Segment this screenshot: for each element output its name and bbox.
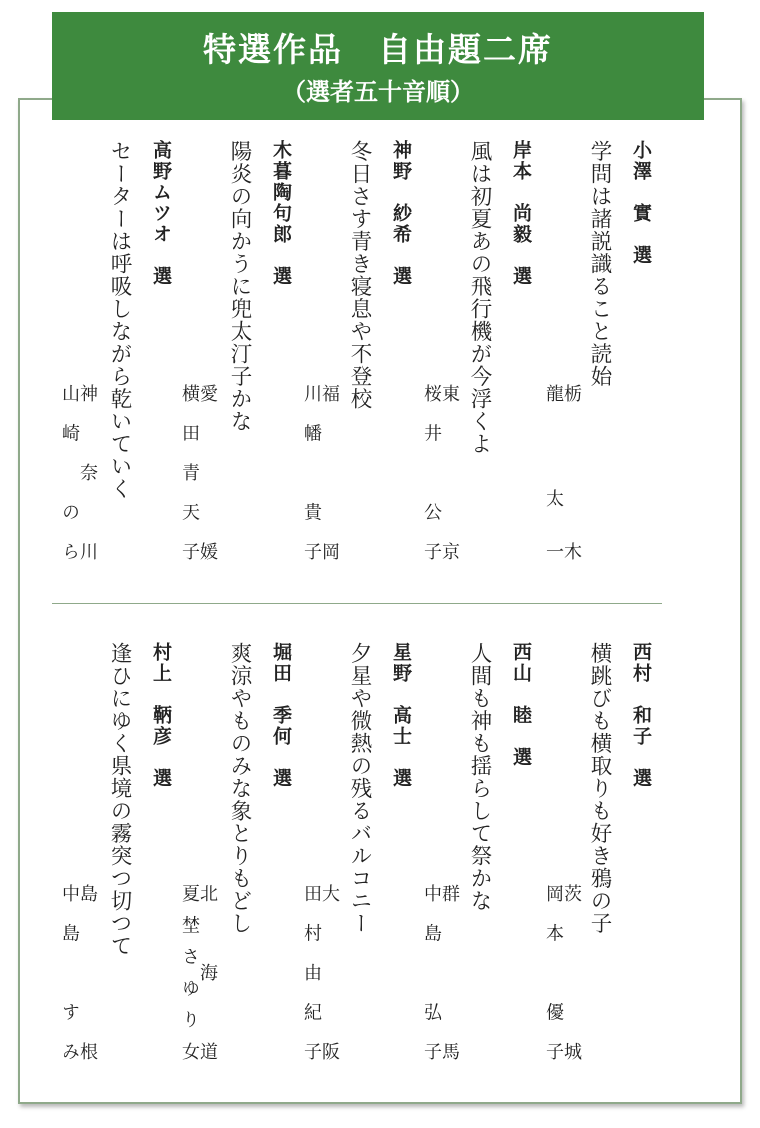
haiku-4: 陽炎の向かうに兜太汀子かな [227, 140, 252, 433]
author-name-6: 岡本 優子 [543, 884, 564, 1060]
author-place-9: 北海道 [197, 884, 218, 1060]
author-place-8: 大 阪 [319, 884, 340, 1060]
author-name-9: 夏埜さゆり女 [179, 884, 200, 1060]
author-10 [60, 884, 96, 1060]
author-8 [302, 884, 338, 1060]
selector-3: 神野 紗希 選 [390, 140, 412, 287]
author-place-3: 福 岡 [319, 384, 340, 560]
haiku-6: 横跳びも横取りも好き鴉の子 [587, 642, 612, 935]
author-place-10: 島 根 [77, 884, 98, 1060]
author-place-7: 群 馬 [439, 884, 460, 1060]
author-name-3: 川幡 貴子 [301, 384, 322, 560]
author-1 [544, 384, 580, 560]
author-place-1: 栃 木 [561, 384, 582, 560]
author-9 [180, 884, 216, 1060]
author-name-2: 桜井 公子 [421, 384, 442, 560]
selector-9: 堀田 季何 選 [270, 642, 292, 789]
haiku-3: 冬日さす青き寝息や不登校 [347, 140, 372, 410]
selector-7: 西山 睦 選 [510, 642, 532, 768]
author-place-6: 茨 城 [561, 884, 582, 1060]
selector-1: 小澤 實 選 [630, 140, 652, 266]
author-6 [544, 884, 580, 1060]
selector-10: 村上 鞆彦 選 [150, 642, 172, 789]
selector-5: 高野ムツオ 選 [150, 140, 172, 287]
selector-2: 岸本 尚毅 選 [510, 140, 532, 287]
selector-8: 星野 高士 選 [390, 642, 412, 789]
haiku-10: 逢ひにゆく県境の霧突つ切つて [107, 642, 132, 957]
author-place-4: 愛 媛 [197, 384, 218, 560]
author-5 [60, 384, 96, 560]
author-place-5: 神奈川 [77, 384, 98, 560]
author-name-10: 中島 すみ [59, 884, 80, 1060]
selector-4: 木暮陶句郎 選 [270, 140, 292, 287]
selector-6: 西村 和子 選 [630, 642, 652, 789]
author-name-4: 横田青天子 [179, 384, 200, 560]
author-7 [422, 884, 458, 1060]
haiku-7: 人間も神も揺らして祭かな [467, 642, 492, 912]
author-name-7: 中島 弘子 [421, 884, 442, 1060]
haiku-2: 風は初夏あの飛行機が今浮くよ [467, 140, 492, 455]
haiku-5: セーターは呼吸しながら乾いていく [107, 140, 132, 500]
author-2 [422, 384, 458, 560]
haiku-1: 学問は諸説識ること読始 [587, 140, 612, 388]
author-place-2: 東 京 [439, 384, 460, 560]
section-divider [52, 603, 662, 604]
banner-subtitle: （選者五十音順） [282, 78, 474, 106]
author-name-8: 田村由紀子 [301, 884, 322, 1060]
author-4 [180, 384, 216, 560]
haiku-9: 爽涼やものみな象とりもどし [227, 642, 252, 935]
title-banner [52, 12, 704, 120]
author-name-5: 山崎 のら [59, 384, 80, 560]
banner-title: 特選作品 自由題二席 [203, 30, 553, 69]
author-3 [302, 384, 338, 560]
author-name-1: 龍 太一 [543, 384, 564, 560]
haiku-8: 夕星や微熱の残るバルコニー [347, 642, 372, 935]
